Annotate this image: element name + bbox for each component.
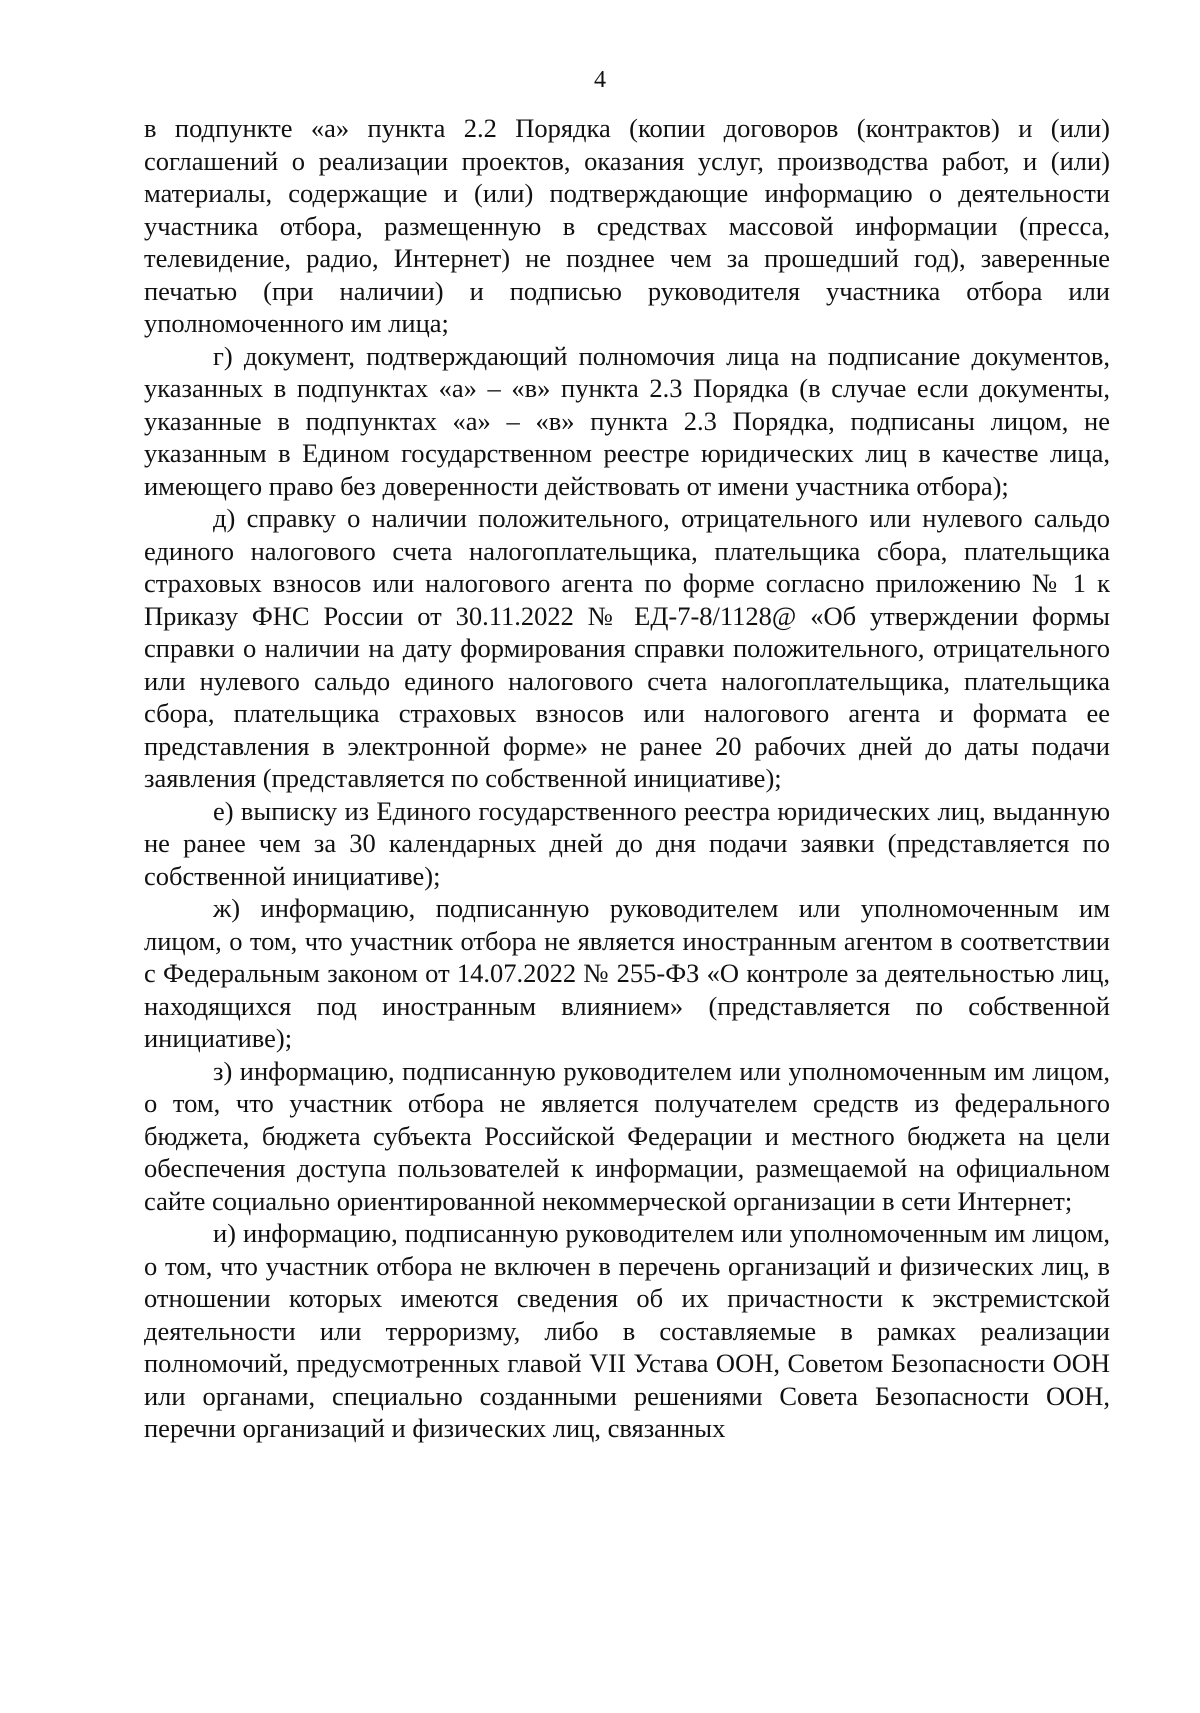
paragraph-item-d: д) справку о наличии положительного, отрицательного или нулевого сальдо единого налогового счета налогоплательщика, плательщика сбора, плательщика страховых взносов или налогового агента по форме согласно приложению № 1 к Приказу ФНС России от 30.11.2022 № ЕД-7-8/1128@ «Об утверждении формы справки о наличии на дату формирования справки положительного, отрицательного или нулевого сальдо единого налогового счета налогоплательщика, плательщика сбора, плательщика страховых взносов или налогового агента и формата ее представления в электронной форме» не ранее 20 рабочих дней до даты подачи заявления (представляется по собственной инициативе);	[144, 503, 1110, 793]
page-number: 4	[594, 67, 606, 93]
paragraph-item-zh: ж) информацию, подписанную руководителем или уполномоченным им лицом, о том, что участник отбора не является иностранным агентом в соответствии с Федеральным законом от 14.07.2022 № 255-ФЗ «О контроле за деятельностью лиц, находящихся под иностранным влиянием» (представляется по собственной инициативе);	[144, 893, 1110, 1053]
paragraph-item-z: з) информацию, подписанную руководителем или уполномоченным им лицом, о том, что участник отбора не является получателем средств из федерального бюджета, бюджета субъекта Российской Федерации и местного бюджета на цели обеспечения доступа пользователей к информации, размещаемой на официальном сайте социально ориентированной некоммерческой организации в сети Интернет;	[144, 1055, 1110, 1216]
paragraph-item-g: г) документ, подтверждающий полномочия лица на подписание документов, указанных в подпунктах «а» – «в» пункта 2.3 Порядка (в случае если документы, указанные в подпунктах «а» – «в» пункта 2.3 Порядка, подписаны лицом, не указанным в Едином государственном реестре юридических лиц в качестве лица, имеющего право без доверенности действовать от имени участника отбора);	[144, 340, 1110, 501]
document-body	[144, 112, 1110, 1445]
paragraph-item-i: и) информацию, подписанную руководителем или уполномоченным им лицом, о том, что участник отбора не включен в перечень организаций и физических лиц, в отношении которых имеются сведения об их причастности к экстремистской деятельности или терроризму, либо в составляемые в рамках реализации полномочий, предусмотренных главой VII Устава ООН, Советом Безопасности ООН или органами, специально созданными решениями Совета Безопасности ООН, перечни организаций и физических лиц, связанных	[144, 1218, 1110, 1443]
paragraph-continuation: в подпункте «а» пункта 2.2 Порядка (копии договоров (контрактов) и (или) соглашений о реализации проектов, оказания услуг, производства работ, и (или) материалы, содержащие и (или) подтверждающие информацию о деятельности участника отбора, размещенную в средствах массовой информации (пресса, телевидение, радио, Интернет) не позднее чем за прошедший год), заверенные печатью (при наличии) и подписью руководителя участника отбора или уполномоченного им лица;	[144, 113, 1110, 338]
paragraph-item-e: е) выписку из Единого государственного реестра юридических лиц, выданную не ранее чем за 30 календарных дней до дня подачи заявки (представляется по собственной инициативе);	[144, 795, 1110, 891]
